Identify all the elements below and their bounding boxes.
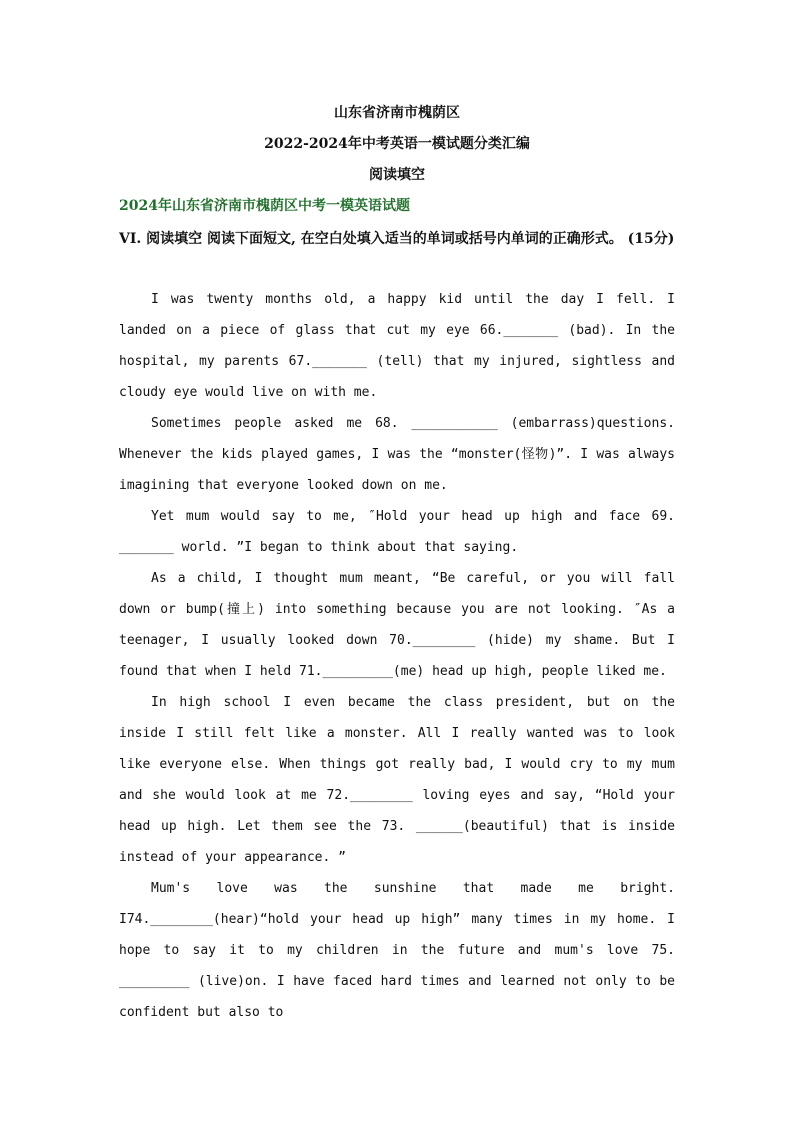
section-heading: 2024年山东省济南市槐荫区中考一模英语试题	[119, 198, 410, 214]
title-exam-collection: 2022-2024年中考英语一模试题分类汇编	[264, 136, 530, 152]
passage-paragraph-5: In high school I even became the class president, but on the inside I still felt like a monster. All I really wanted was to look like everyone else. When things got really bad, I would cry to my mum and she would look at me 72.________ loving eyes and say, “Hold your head up high. Let them see the 73. ______(beautiful) that is inside instead of your appearance. ”	[119, 695, 675, 865]
title-topic: 阅读填空	[369, 167, 425, 183]
passage-paragraph-2: Sometimes people asked me 68. ___________ (embarrass)questions. Whenever the kids played games, I was the “monster(怪物)”. I was always imagining that everyone looked down on me.	[119, 416, 675, 493]
document-title	[0, 98, 794, 191]
passage-paragraph-4: As a child, I thought mum meant, “Be careful, or you will fall down or bump(撞上) into something because you are not looking. ″As a teenager, I usually looked down 70.________ (hide) my shame. But I found that when I held 71._________(me) head up high, people liked me.	[119, 571, 675, 679]
title-region: 山东省济南市槐荫区	[334, 105, 460, 121]
question-instructions: VI. 阅读填空 阅读下面短文, 在空白处填入适当的单词或括号内单词的正确形式。 (15分)	[119, 231, 675, 247]
passage-paragraph-3: Yet mum would say to me, ″Hold your head up high and face 69. _______ world. ”I began to think about that saying.	[119, 509, 675, 555]
passage-paragraph-6: Mum's love was the sunshine that made me bright. I74.________(hear)“hold your head up high” many times in my home. I hope to say it to my children in the future and mum's love 75. _________ (live)on. I have faced hard times and learned not only to be confident but also to	[119, 881, 675, 1020]
reading-passage	[119, 284, 675, 1028]
passage-paragraph-1: I was twenty months old, a happy kid until the day I fell. I landed on a piece of glass that cut my eye 66._______ (bad). In the hospital, my parents 67._______ (tell) that my injured, sightless and cloudy eye would live on with me.	[119, 292, 675, 400]
